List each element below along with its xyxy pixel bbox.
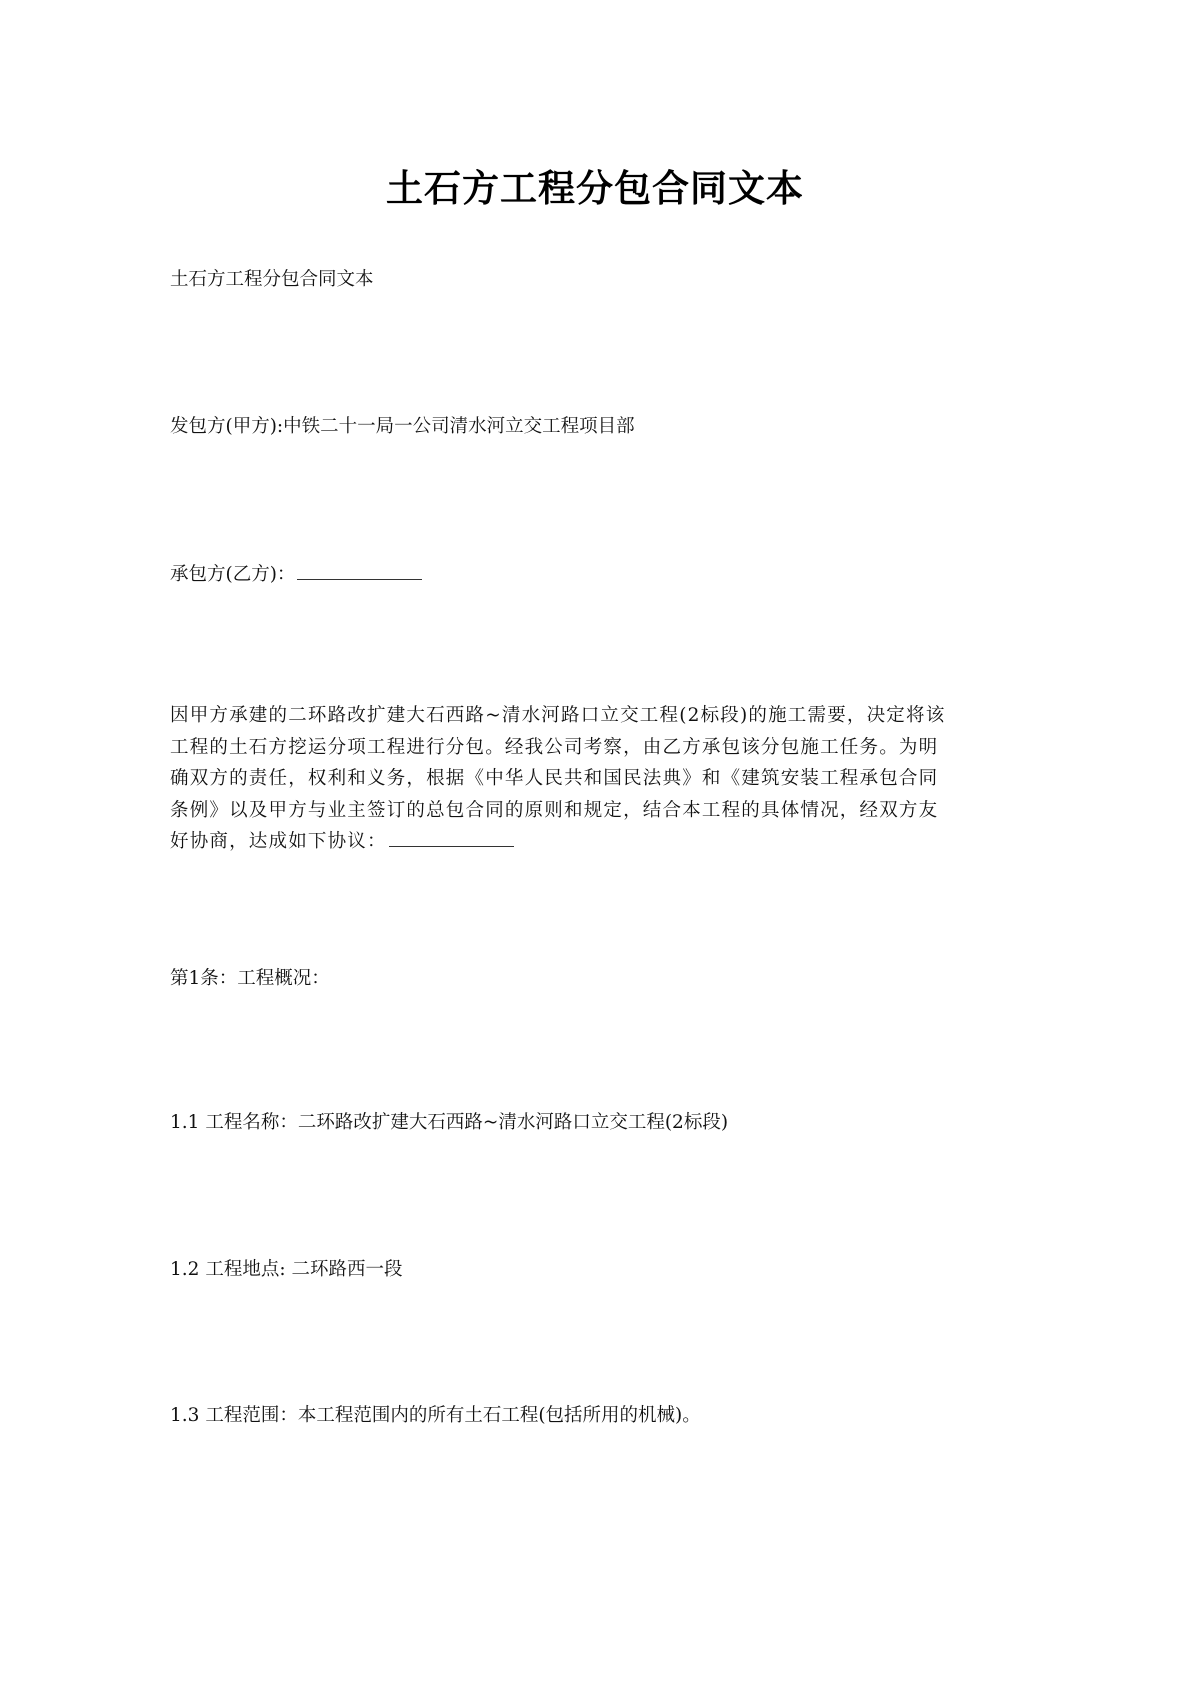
preamble-line: 确双方的责任，权利和义务，根据《中华人民共和国民法典》和《建筑安装工程承包合同 [170,768,939,790]
party-b-blank [297,565,422,580]
article-item-1-2 [170,1255,402,1281]
party-a-label: 发包方(甲方): [170,416,284,437]
preamble-line: 因甲方承建的二环路改扩建大石西路~清水河路口立交工程(2标段)的施工需要，决定将该 [170,705,946,726]
document-title: 土石方工程分包合同文本 [386,166,804,210]
preamble-line-text: 好协商，达成如下协议： [170,831,387,853]
party-b-label: 承包方(乙方)： [170,564,296,585]
item-label: 工程地点: [205,1259,286,1280]
item-value: 本工程范围内的所有土石工程(包括所用的机械)。 [297,1405,701,1426]
party-a-value: 中铁二十一局一公司清水河立交工程项目部 [283,416,635,437]
preamble-blank [389,832,514,847]
item-label: 工程名称： [205,1112,298,1133]
item-value: 二环路改扩建大石西路~清水河路口立交工程(2标段) [297,1112,729,1133]
document-subtitle: 土石方工程分包合同文本 [170,269,374,290]
item-label: 工程范围： [205,1405,298,1426]
party-b-line [170,560,422,586]
article-item-1-1 [170,1108,728,1134]
article-1-heading: 第1条：工程概况： [170,968,330,989]
item-number: 1.2 [170,1259,200,1280]
item-number: 1.3 [170,1405,200,1426]
preamble-line: 工程的土石方挖运分项工程进行分包。经我公司考察，由乙方承包该分包施工任务。为明 [170,736,939,758]
article-item-1-3 [170,1401,701,1427]
preamble-paragraph [170,700,1020,858]
party-a-line [170,412,635,438]
preamble-line-last [170,826,1020,858]
preamble-line: 条例》以及甲方与业主签订的总包合同的原则和规定，结合本工程的具体情况，经双方友 [170,799,939,821]
item-number: 1.1 [170,1112,200,1133]
item-value: 二环路西一段 [291,1259,403,1280]
